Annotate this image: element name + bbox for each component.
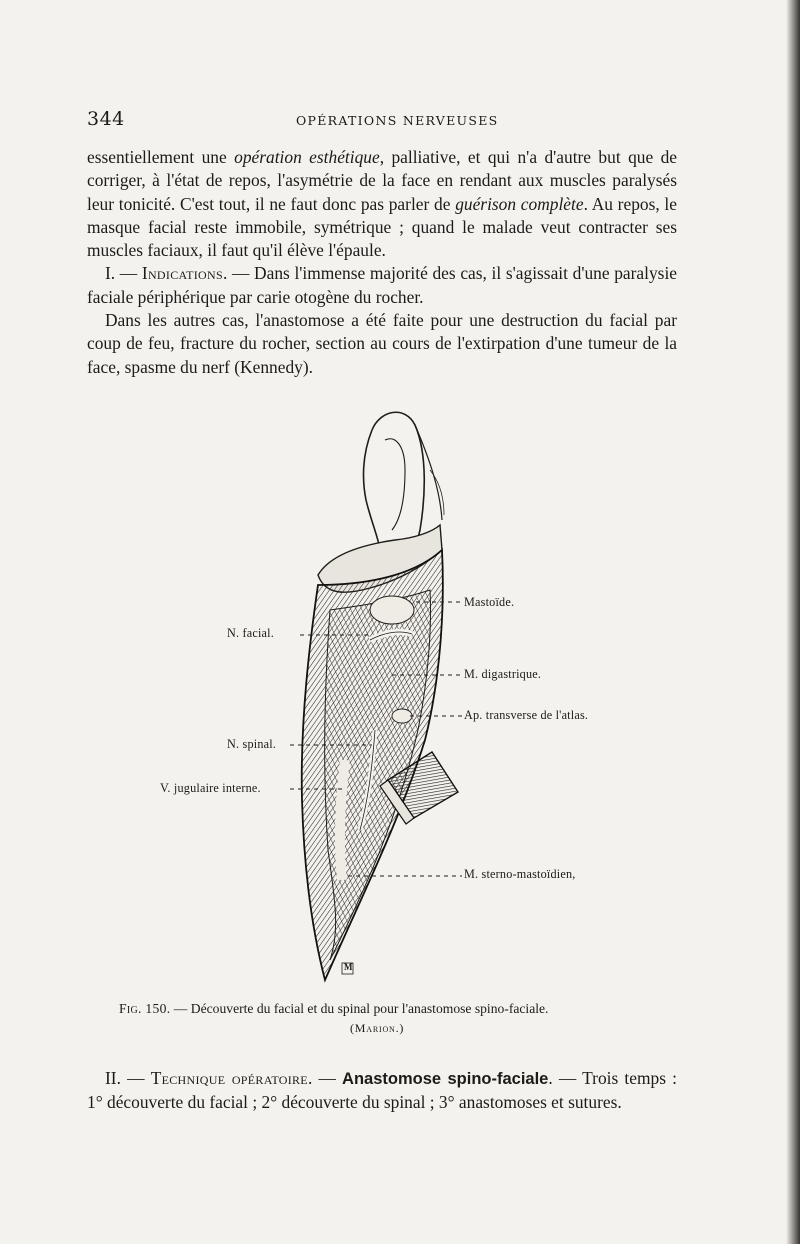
label-ap-transverse: Ap. transverse de l'atlas. <box>464 708 589 722</box>
text-span: , palliative, et qui n'a d'autre but que de corriger, à l'état de repos, l'asymétrie de la face en rendant aux muscles paralysés leur tonicité. C'est tout, il ne faut donc pas parler de <box>87 147 677 214</box>
atlas-process <box>392 709 412 723</box>
label-n-spinal: N. spinal. <box>227 737 277 751</box>
engraver-monogram: M <box>344 962 353 972</box>
section-heading: Technique opératoire <box>150 1068 308 1088</box>
text-block-bottom <box>87 1067 677 1115</box>
caption-figure-number: Fig. 150. <box>119 1001 171 1016</box>
section-numeral: I. — <box>105 263 142 284</box>
label-m-sterno-mastoidien: M. sterno-mastoïdien, <box>464 867 576 881</box>
caption-text: — Découverte du facial et du spinal pour l'anastomose spino-faciale. <box>170 1001 549 1016</box>
page-number: 344 <box>87 108 125 130</box>
section-heading: Indications <box>141 263 223 284</box>
text-span: . — Trois temps : 1° découverte du facial ; 2° découverte du spinal ; 3° anastomoses et sutures. <box>87 1068 677 1113</box>
italic-span: guérison complète <box>455 193 584 214</box>
paragraph-technique <box>87 1067 677 1115</box>
caption-credit: (Marion.) <box>350 1021 405 1035</box>
running-head: OPÉRATIONS NERVEUSES <box>296 113 499 128</box>
page-edge-shadow <box>786 0 800 1244</box>
text-span: . — <box>307 1068 343 1088</box>
paragraph-other-cases: Dans les autres cas, l'anastomose a été faite pour une destruction du facial par coup de feu, fracture du rocher, section au cours de l'extirpation d'une tumeur de la face, spasme du nerf (Kennedy). <box>87 310 677 377</box>
text-span: . Au repos, le masque facial reste immobile, symétrique ; quand le malade veut contracter ses muscles faciaux, il faut qu'il élève l'épaule. <box>87 193 677 261</box>
figure-caption <box>119 1001 679 1017</box>
italic-span: opération esthétique <box>234 147 380 167</box>
label-v-jugulaire: V. jugulaire interne. <box>160 781 261 795</box>
bold-subheading: Anastomose spino-faciale <box>342 1070 549 1088</box>
label-m-digastrique: M. digastrique. <box>464 667 542 681</box>
text-span: . — Dans l'immense majorité des cas, il s'agissait d'une paralysie faciale périphérique par carie otogène du rocher. <box>87 263 677 307</box>
jugular-vein-drawing <box>340 760 345 880</box>
label-n-facial: N. facial. <box>227 626 275 640</box>
section-numeral: II. — <box>105 1068 151 1088</box>
mastoid-process <box>370 596 414 624</box>
text-span: essentiellement une <box>87 147 235 167</box>
label-mastoide: Mastoïde. <box>464 595 515 609</box>
